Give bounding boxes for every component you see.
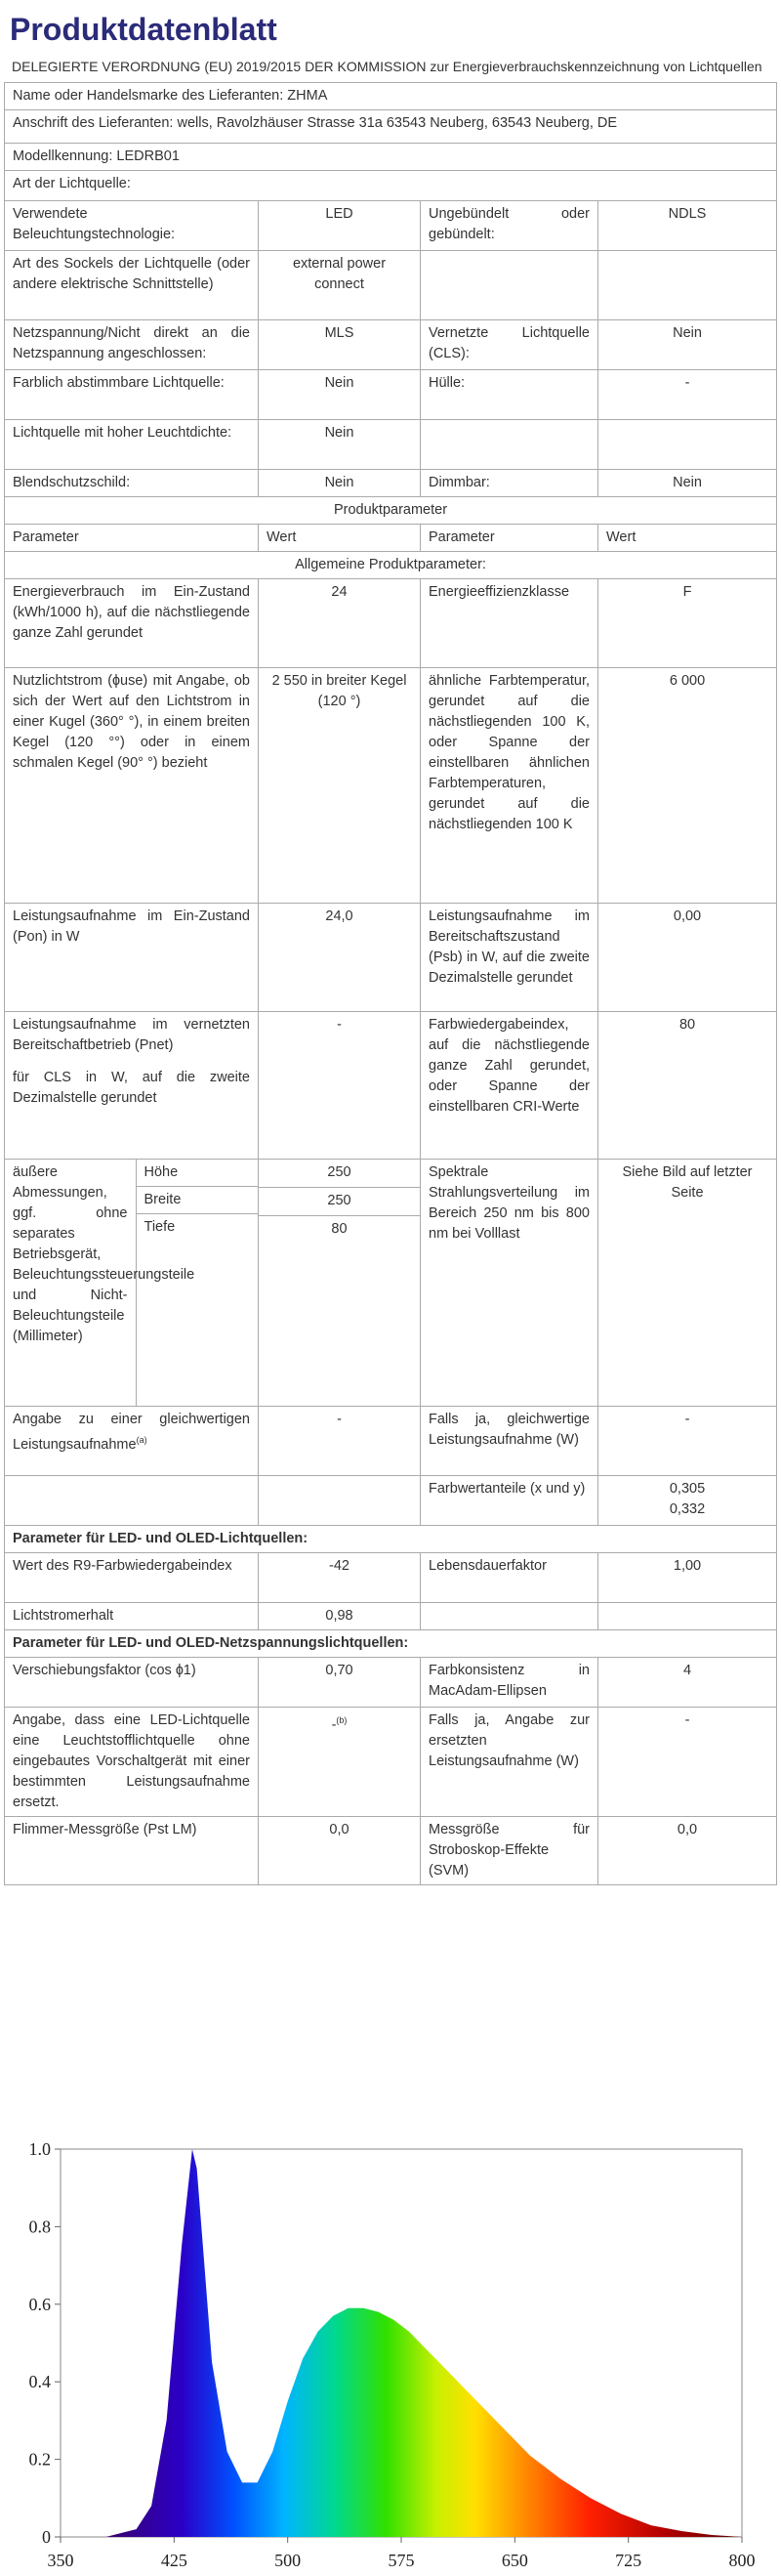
- envelope-value: -: [598, 370, 777, 420]
- supplier-address-label: Anschrift des Lieferanten:: [13, 115, 174, 131]
- equivalent-power-yes-value: -: [598, 1407, 777, 1476]
- displacement-factor-label: Verschiebungsfaktor (cos ɸ1): [5, 1658, 259, 1708]
- flicker-label: Flimmer-Messgröße (Pst LM): [5, 1817, 259, 1885]
- x-tick-label: 350: [47, 2551, 74, 2570]
- supplier-address-row: [5, 110, 777, 144]
- displacement-factor-value: 0,70: [259, 1658, 421, 1708]
- r9-value: -42: [259, 1553, 421, 1603]
- product-datasheet: [4, 4, 776, 1885]
- col-header-param-1: Parameter: [5, 525, 259, 552]
- height-label: Höhe: [136, 1160, 259, 1187]
- high-luminance-value: Nein: [259, 420, 421, 470]
- equivalent-power-yes-label: Falls ja, gleichwertige Leistungsaufnahme (W): [421, 1407, 598, 1476]
- col-header-value-2: Wert: [598, 525, 777, 552]
- mains-label: Netzspannung/Nicht direkt an die Netzspannung angeschlossen:: [5, 320, 259, 370]
- y-tick-label: 0.6: [28, 2294, 51, 2314]
- equivalent-power-value: -: [259, 1407, 421, 1476]
- high-luminance-label: Lichtquelle mit hoher Leuchtdichte:: [5, 420, 259, 470]
- model-value: LEDRB01: [116, 148, 180, 164]
- luminous-flux-label: Nutzlichtstrom (ɸuse) mit Angabe, ob sich der Wert auf den Lichtstrom in einer Kugel (360° °), in einem breiten Kegel (120 °°) oder in einem schmalen Kegel (90° °) bezieht: [5, 668, 259, 904]
- cls-label: Vernetzte Lichtquelle (CLS):: [421, 320, 598, 370]
- y-tick-label: 0.4: [28, 2372, 51, 2392]
- datasheet-table: Name oder Handelsmarke des Lieferanten: ZHMA Anschrift des Lieferanten: wells, Ravolzhäuser Strasse 31a 63543 Neuberg, 63543 Neuberg, DE Modellkennung: LEDRB01 Art der Lichtquelle: Verwendete Beleuchtungstechnologie: LED Ungebündelt oder gebündelt: NDLS Art des Sockels der Lichtquelle (oder andere elektrische Schnittstelle) external power connect Netzspannung/Nicht direkt an die Netzspannung angeschlossen: MLS Vernetzte Lichtquelle (CLS): Nein Farblich abstimmbare Lichtquelle: Nein Hülle: - Lichtquelle mit hoher Leuchtdichte: Nein Blendschutzschild: Nein Dimmbar: Nein Produktparameter Parameter Wert Parameter Wert Allgemeine Produktparameter: Energieverbrauch im Ein-Zustand (kWh/1000 h), auf die nächstliegende ganze Zahl gerundet 24 Energieeffizienzklasse F Nutzlichtstrom (ɸuse) mit Angabe, ob sich der Wert auf den Lichtstrom in einer Kugel (360° °), in einem breiten Kegel (120 °°) oder in einem schmalen Kegel (90° °) bezieht 2 550 in breiter Kegel (120 °) ähnliche Farbtemperatur, gerundet auf die nächstliegenden 100 K, oder Spanne der einstellbaren ähnlichen Farbtemperaturen, gerundet auf die nächstliegenden 100 K 6 000 Leistungsaufnahme im Ein-Zustand (Pon) in W 24,0 Leistungsaufnahme im Bereitschaftszustand (Psb) in W, auf die zweite Dezimalstelle gerundet 0,00 Leistungsaufnahme im vernetzten Bereitschaftbetrieb (Pnet) für CLS in W, auf die zweite Dezimalstelle gerundet - Farbwiedergabeindex, auf die nächstliegende ganze Zahl gerundet, oder Spanne der einstellbaren CRI-Werte 80 äußere Abmessungen, ggf. ohne separates Betriebsgerät, Beleuchtungssteuerungsteile und Nicht-Beleuchtungsteile (Millimeter) Höhe Breite Tiefe 250 250 80 Spektrale Strahlungsverteilung im Bereich 250 nm bis 800 nm bei Volllast Siehe Bild auf letzter Seite Angabe zu einer gleichwertigen Leistungsaufnahme$^{(a)}$ - Falls ja, gleichwertige Leistungsaufnahme (W) - Farbwertanteile (x und y) 0,305 0,332 Parameter für LED- und OLED-Lichtquellen: Wert des R9-Farbwiedergabeindex -42 Lebensdauerfaktor 1,00 Lichtstromerhalt 0,98 Parameter für LED- und OLED-Netzspannungslichtquellen: Verschiebungsfaktor (cos ɸ1) 0,70 Farbkonsistenz in MacAdam-Ellipsen 4 Angabe, dass eine LED-Lichtquelle eine Leuchtstofflichtquelle ohne eingebautes Vorschaltgerät mit einer bestimmten Leistungsaufnahme ersetzt. -$^{(b)}$ Falls ja, Angabe zur ersetzten Leistungsaufnahme (W) - Flimmer-Messgröße (Pst LM) 0,0 Messgröße für Stroboskop-Effekte (SVM) 0,0: [4, 82, 777, 1885]
- dimmable-label: Dimmbar:: [421, 470, 598, 497]
- glare-label: Blendschutzschild:: [5, 470, 259, 497]
- x-tick-label: 575: [388, 2551, 415, 2570]
- luminous-flux-value: 2 550 in breiter Kegel (120 °): [259, 668, 421, 904]
- spectrum-area: [106, 2149, 743, 2537]
- supplier-name-row: [5, 83, 777, 110]
- socket-value: external power connect: [259, 251, 421, 320]
- light-source-type-row: [5, 171, 777, 201]
- efficiency-class-label: Energieeffizienzklasse: [421, 579, 598, 668]
- psb-label: Leistungsaufnahme im Bereitschaftszustand (Psb) in W, auf die zweite Dezimalstelle gerundet: [421, 904, 598, 1012]
- depth-value: 80: [331, 1221, 348, 1237]
- envelope-label: Hülle:: [421, 370, 598, 420]
- supplier-name-value: ZHMA: [287, 88, 328, 104]
- chromaticity-label: Farbwertanteile (x und y): [421, 1476, 598, 1526]
- tech-label: Verwendete Beleuchtungstechnologie:: [5, 201, 259, 251]
- width-label: Breite: [136, 1187, 259, 1214]
- x-tick-label: 800: [728, 2551, 756, 2570]
- col-header-value-1: Wert: [259, 525, 421, 552]
- x-tick-label: 425: [160, 2551, 187, 2570]
- y-tick-label: 1.0: [28, 2139, 51, 2159]
- macadam-value: 4: [598, 1658, 777, 1708]
- spd-label: Spektrale Strahlungsverteilung im Bereich 250 nm bis 800 nm bei Volllast: [421, 1160, 598, 1407]
- spd-value: Siehe Bild auf letzter Seite: [598, 1160, 777, 1407]
- dimensions-label: äußere Abmessungen, ggf. ohne separates Betriebsgerät, Beleuchtungssteuerungsteile und Nicht-Beleuchtungsteile (Millimeter): [5, 1160, 136, 1406]
- supplier-name-label: Name oder Handelsmarke des Lieferanten:: [13, 88, 284, 104]
- efficiency-class-value: F: [598, 579, 777, 668]
- x-tick-label: 650: [501, 2551, 528, 2570]
- light-source-type-label: Art der Lichtquelle:: [5, 171, 777, 201]
- x-tick-label: 500: [274, 2551, 302, 2570]
- y-tick-label: 0.2: [28, 2449, 51, 2470]
- pon-label: Leistungsaufnahme im Ein-Zustand (Pon) in W: [5, 904, 259, 1012]
- chart-plot-area: [29, 2139, 756, 2570]
- equivalent-power-label: Angabe zu einer gleichwertigen Leistungsaufnahme: [13, 1412, 250, 1453]
- cct-label: ähnliche Farbtemperatur, gerundet auf die nächstliegenden 100 K, oder Spanne der einstellbaren ähnlichen Farbtemperaturen, gerundet auf die nächstliegenden 100 K: [421, 668, 598, 904]
- lumen-maintenance-label: Lichtstromerhalt: [5, 1603, 259, 1630]
- model-row: [5, 144, 777, 171]
- replacement-value: -: [331, 1716, 337, 1733]
- bundled-label: Ungebündelt oder gebündelt:: [421, 201, 598, 251]
- energy-label: Energieverbrauch im Ein-Zustand (kWh/1000 h), auf die nächstliegende ganze Zahl gerundet: [5, 579, 259, 668]
- cls-value: Nein: [598, 320, 777, 370]
- depth-label: Tiefe: [136, 1214, 259, 1407]
- lifetime-factor-label: Lebensdauerfaktor: [421, 1553, 598, 1603]
- supplier-address-value: wells, Ravolzhäuser Strasse 31a 63543 Neuberg, 63543 Neuberg, DE: [177, 115, 618, 131]
- lumen-maintenance-value: 0,98: [259, 1603, 421, 1630]
- replacement-yes-value: -: [598, 1708, 777, 1817]
- cri-label: Farbwiedergabeindex, auf die nächstliegende ganze Zahl gerundet, oder Spanne der einstellbaren CRI-Werte: [421, 1012, 598, 1160]
- regulation-subtitle: DELEGIERTE VERORDNUNG (EU) 2019/2015 DER KOMMISSION zur Energieverbrauchskennzeichnung von Lichtquellen: [12, 59, 762, 74]
- energy-value: 24: [259, 579, 421, 668]
- x-tick-label: 725: [615, 2551, 642, 2570]
- lifetime-factor-value: 1,00: [598, 1553, 777, 1603]
- spectral-distribution-chart: [0, 2130, 781, 2576]
- color-tunable-label: Farblich abstimmbare Lichtquelle:: [5, 370, 259, 420]
- height-value: 250: [259, 1160, 420, 1188]
- r9-label: Wert des R9-Farbwiedergabeindex: [5, 1553, 259, 1603]
- mains-value: MLS: [259, 320, 421, 370]
- socket-label: Art des Sockels der Lichtquelle (oder andere elektrische Schnittstelle): [5, 251, 259, 320]
- dimmable-value: Nein: [598, 470, 777, 497]
- mains-params-title: Parameter für LED- und OLED-Netzspannungslichtquellen:: [5, 1630, 777, 1658]
- cri-value: 80: [598, 1012, 777, 1160]
- pon-value: 24,0: [259, 904, 421, 1012]
- flicker-value: 0,0: [259, 1817, 421, 1885]
- y-tick-label: 0.8: [28, 2217, 51, 2237]
- pnet-value: -: [259, 1012, 421, 1160]
- col-header-param-2: Parameter: [421, 525, 598, 552]
- y-tick-label: 0: [42, 2527, 51, 2547]
- psb-value: 0,00: [598, 904, 777, 1012]
- cct-value: 6 000: [598, 668, 777, 904]
- replacement-yes-label: Falls ja, Angabe zur ersetzten Leistungsaufnahme (W): [421, 1708, 598, 1817]
- svm-value: 0,0: [598, 1817, 777, 1885]
- pnet-label: Leistungsaufnahme im vernetzten Bereitschaftbetrieb (Pnet): [13, 1017, 250, 1053]
- macadam-label: Farbkonsistenz in MacAdam-Ellipsen: [421, 1658, 598, 1708]
- chromaticity-x: 0,305: [669, 1481, 706, 1497]
- led-params-title: Parameter für LED- und OLED-Lichtquellen:: [5, 1526, 777, 1553]
- glare-value: Nein: [259, 470, 421, 497]
- page-title: Produktdatenblatt: [10, 12, 277, 47]
- dimensions-subtable: [5, 1160, 259, 1406]
- model-label: Modellkennung:: [13, 148, 113, 164]
- chromaticity-y: 0,332: [669, 1501, 706, 1517]
- pnet-label-cls: für CLS in W, auf die zweite Dezimalstelle gerundet: [13, 1070, 250, 1106]
- bundled-value: NDLS: [598, 201, 777, 251]
- color-tunable-value: Nein: [259, 370, 421, 420]
- width-value: 250: [259, 1188, 420, 1216]
- svm-label: Messgröße für Stroboskop-Effekte (SVM): [421, 1817, 598, 1885]
- replacement-label: Angabe, dass eine LED-Lichtquelle eine Leuchtstofflichtquelle ohne eingebautes Vorschaltgerät mit einer bestimmten Leistungsaufnahme ersetzt.: [5, 1708, 259, 1817]
- product-params-title: Produktparameter: [5, 497, 777, 525]
- general-params-title: Allgemeine Produktparameter:: [5, 552, 777, 579]
- tech-value: LED: [259, 201, 421, 251]
